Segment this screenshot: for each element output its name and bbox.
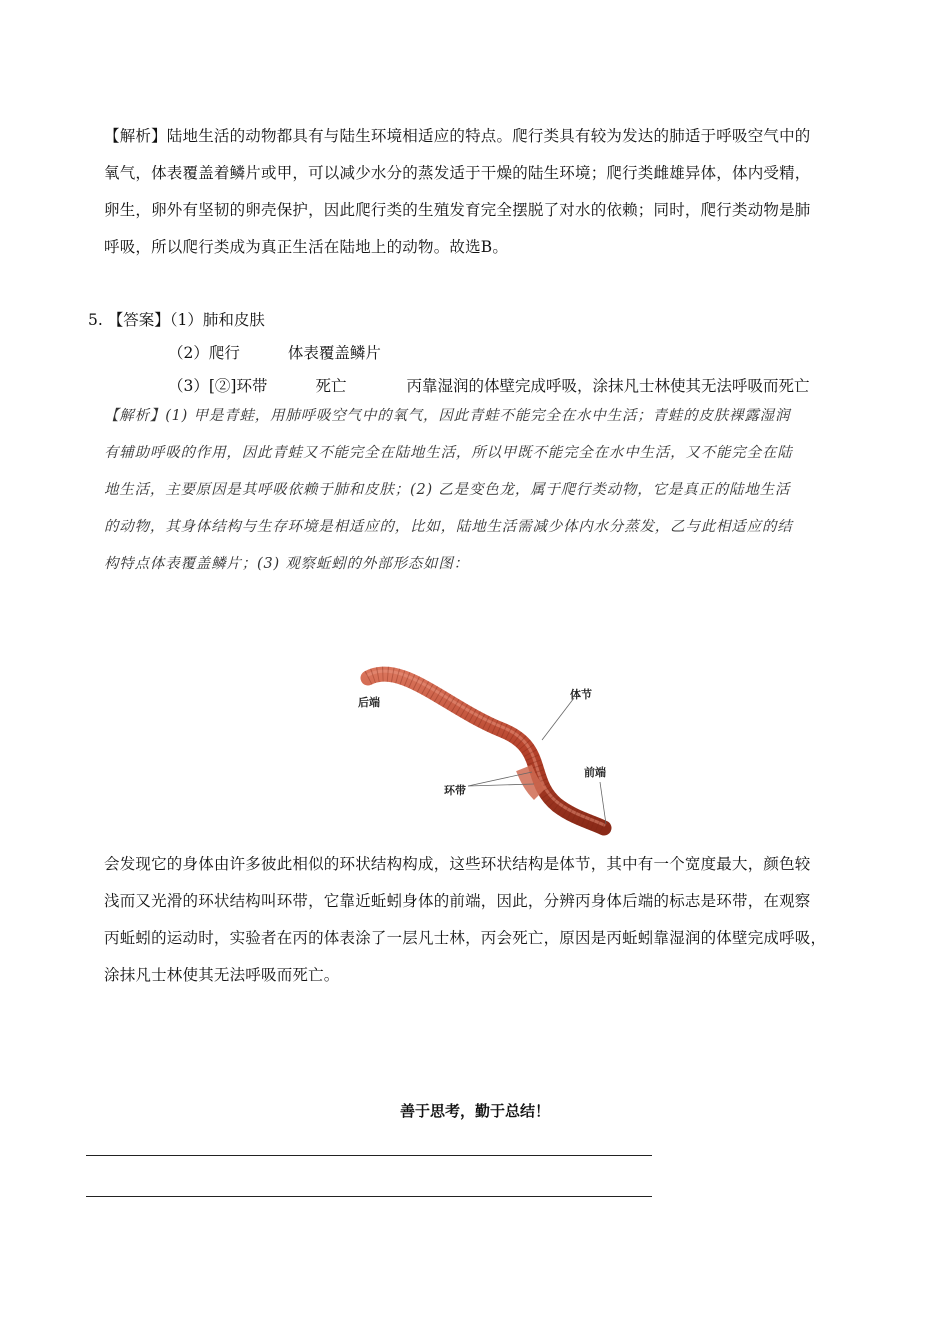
answer-2-a: （2）爬行	[168, 344, 240, 362]
footer-motto: 善于思考，勤于总结！	[399, 1102, 550, 1120]
label-segment: 体节	[570, 688, 592, 701]
analysis-5-line: 的动物，其身体结构与生存环境是相适应的，比如，陆地生活需减少体内水分蒸发，乙与此相适应的结	[104, 519, 793, 535]
analysis-5-line: 地生活，主要原因是其呼吸依赖于肺和皮肤；(2) 乙是变色龙，属于爬行类动物，它是真正的陆地生活	[104, 482, 791, 498]
conclusion-line: 丙蚯蚓的运动时，实验者在丙的体表涂了一层凡士林，丙会死亡，原因是丙蚯蚓靠湿润的体壁完成呼吸，	[104, 929, 827, 947]
analysis-5-line: 【解析】(1) 甲是青蛙，用肺呼吸空气中的氧气，因此青蛙不能完全在水中生活；青蛙的皮肤裸露湿润	[104, 408, 791, 424]
answer-5-header: 5. 【答案】（1）肺和皮肤	[88, 311, 265, 329]
earthworm-figure	[352, 660, 622, 840]
analysis-4-line: 卵生，卵外有坚韧的卵壳保护，因此爬行类的生殖发育完全摆脱了对水的依赖；同时，爬行类动物是肺	[104, 201, 811, 219]
answer-3-b: 死亡	[315, 377, 347, 395]
answer-5-part-2	[168, 335, 381, 372]
note-line	[86, 1155, 652, 1156]
analysis-4-line: 呼吸，所以爬行类成为真正生活在陆地上的动物。故选B。	[104, 238, 509, 256]
conclusion-line: 浅而又光滑的环状结构叫环带，它靠近蚯蚓身体的前端，因此，分辨丙身体后端的标志是环带，在观察	[104, 892, 811, 910]
analysis-5-line: 有辅助呼吸的作用，因此青蛙又不能完全在陆地生活，所以甲既不能完全在水中生活，又不能完全在陆	[104, 445, 793, 461]
label-front: 前端	[584, 766, 606, 779]
note-line	[86, 1196, 652, 1197]
analysis-4-line: 【解析】陆地生活的动物都具有与陆生环境相适应的特点。爬行类具有较为发达的肺适于呼吸空气中的	[104, 127, 811, 145]
answer-3-a: （3）[②]环带	[168, 377, 268, 395]
conclusion-line: 涂抹凡士林使其无法呼吸而死亡。	[104, 966, 340, 984]
answer-3-c: 丙靠湿润的体壁完成呼吸，涂抹凡士林使其无法呼吸而死亡	[406, 377, 810, 395]
label-rear: 后端	[358, 696, 380, 709]
analysis-5-line: 构特点体表覆盖鳞片；(3) 观察蚯蚓的外部形态如图：	[104, 556, 469, 572]
earthworm-body	[368, 674, 604, 828]
label-clitellum: 环带	[444, 784, 466, 797]
answer-2-b: 体表覆盖鳞片	[287, 344, 381, 362]
conclusion-line: 会发现它的身体由许多彼此相似的环状结构构成，这些环状结构是体节，其中有一个宽度最大，颜色较	[104, 855, 811, 873]
analysis-4-line: 氧气，体表覆盖着鳞片或甲，可以减少水分的蒸发适于干燥的陆生环境；爬行类雌雄异体，体内受精，	[104, 164, 811, 182]
